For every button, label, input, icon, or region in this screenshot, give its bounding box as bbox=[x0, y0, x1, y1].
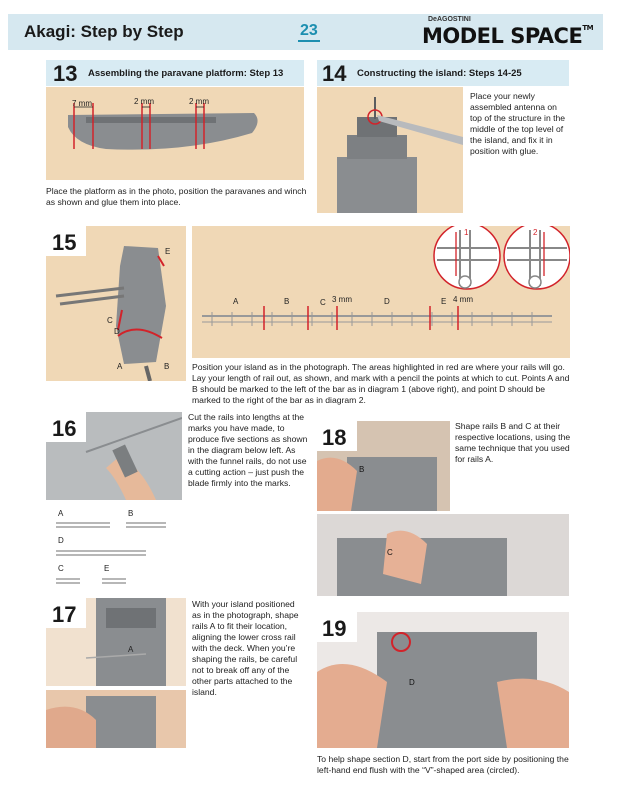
step15-photo-label-a: A bbox=[117, 362, 123, 371]
diagram-label-e: E bbox=[441, 297, 447, 306]
step15-rail-diagram bbox=[192, 226, 570, 358]
step18-number: 18 bbox=[322, 425, 347, 450]
rail-label-a: A bbox=[58, 509, 64, 518]
rail-c-illustration bbox=[317, 514, 569, 596]
step14-number: 14 bbox=[322, 61, 347, 86]
step17-photo-label-a: A bbox=[128, 645, 134, 654]
diagram-label-3mm: 3 mm bbox=[332, 295, 352, 304]
step18-photo-label-c: C bbox=[387, 548, 393, 557]
rail-label-c: C bbox=[58, 564, 64, 573]
step17-photo-2 bbox=[46, 690, 186, 748]
diagram-label-a: A bbox=[233, 297, 239, 306]
step14-text: Place your newly assembled antenna on top of the structure in the middle of the top level of the island, and fix it in position with glue. bbox=[470, 91, 566, 156]
step14-title: Constructing the island: Steps 14-25 bbox=[357, 68, 522, 79]
step15-photo-label-c: C bbox=[107, 316, 113, 325]
step19-text: To help shape section D, start from the port side by positioning the left-hand end flush with the “V”-shaped area (circled). bbox=[317, 754, 569, 775]
step17-number: 17 bbox=[52, 602, 77, 627]
diagram-label-c: C bbox=[320, 298, 326, 307]
step18-text: Shape rails B and C at their respective locations, using the same technique that you used for rails A. bbox=[455, 421, 571, 464]
hands-shaping-rail-illustration bbox=[46, 690, 186, 748]
rail-cut-diagram bbox=[192, 226, 570, 358]
rail-label-d: D bbox=[58, 536, 64, 545]
step13-text: Place the platform as in the photo, position the paravanes and winch as shown and glue them into place. bbox=[46, 186, 307, 207]
step15-photo-label-d: D bbox=[114, 327, 120, 336]
rail-sections-diagram bbox=[46, 505, 182, 593]
step16-rail-sections bbox=[46, 505, 182, 593]
step15-text: Position your island as in the photograph. The areas highlighted in red are where your rails will go. Lay your length of rail out, as shown, and mark with a pencil the points at which to cut. Points A and B should be marked to the left of the bar as in diagram 1 (above right), and point D should be marked to the right of the bar as in diagram 2. bbox=[192, 362, 570, 405]
step19-number: 19 bbox=[322, 616, 347, 641]
step13-label-7mm: 7 mm bbox=[72, 99, 92, 108]
step13-number: 13 bbox=[53, 61, 78, 86]
step19-photo-label-d: D bbox=[409, 678, 415, 687]
brand-logo bbox=[418, 14, 603, 50]
brand-main bbox=[422, 24, 593, 48]
diagram-label-b: B bbox=[284, 297, 290, 306]
step18-photo-2 bbox=[317, 514, 569, 596]
step15-number: 15 bbox=[52, 230, 77, 255]
page-number: 23 bbox=[298, 22, 320, 42]
step15-photo-label-e: E bbox=[165, 247, 171, 256]
step13-title: Assembling the paravane platform: Step 13 bbox=[88, 68, 284, 79]
brand-tm: TM bbox=[582, 24, 594, 32]
brand-small: DeAGOSTINI bbox=[428, 16, 471, 23]
step16-number: 16 bbox=[52, 416, 77, 441]
diagram-circle-label-1: 1 bbox=[464, 228, 469, 237]
diagram-label-d: D bbox=[384, 297, 390, 306]
rail-label-b: B bbox=[128, 509, 134, 518]
diagram-circle-label-2: 2 bbox=[533, 228, 538, 237]
step13-label-2mm-a: 2 mm bbox=[134, 97, 154, 106]
step15-photo-label-b: B bbox=[164, 362, 170, 371]
step14-photo bbox=[317, 87, 463, 213]
step16-text: Cut the rails into lengths at the marks you have made, to produce five sections as shown in the diagram below left. As with the funnel rails, do not use a cutting action – just push the blade firmly into the marks. bbox=[188, 412, 308, 488]
page-title: Akagi: Step by Step bbox=[24, 22, 184, 41]
rail-label-e: E bbox=[104, 564, 110, 573]
step18-photo-label-b: B bbox=[359, 465, 365, 474]
step17-text: With your island positioned as in the photograph, shape rails A to fit their location, aligning the lower cross rail with the deck. When you’re shaping the rails, be careful not to break off any of the other parts attached to the island. bbox=[192, 599, 299, 697]
brand-main-text: MODEL SPACE bbox=[422, 24, 583, 48]
step13-label-2mm-b: 2 mm bbox=[189, 97, 209, 106]
island-antenna-illustration bbox=[317, 87, 463, 213]
diagram-label-4mm: 4 mm bbox=[453, 295, 473, 304]
